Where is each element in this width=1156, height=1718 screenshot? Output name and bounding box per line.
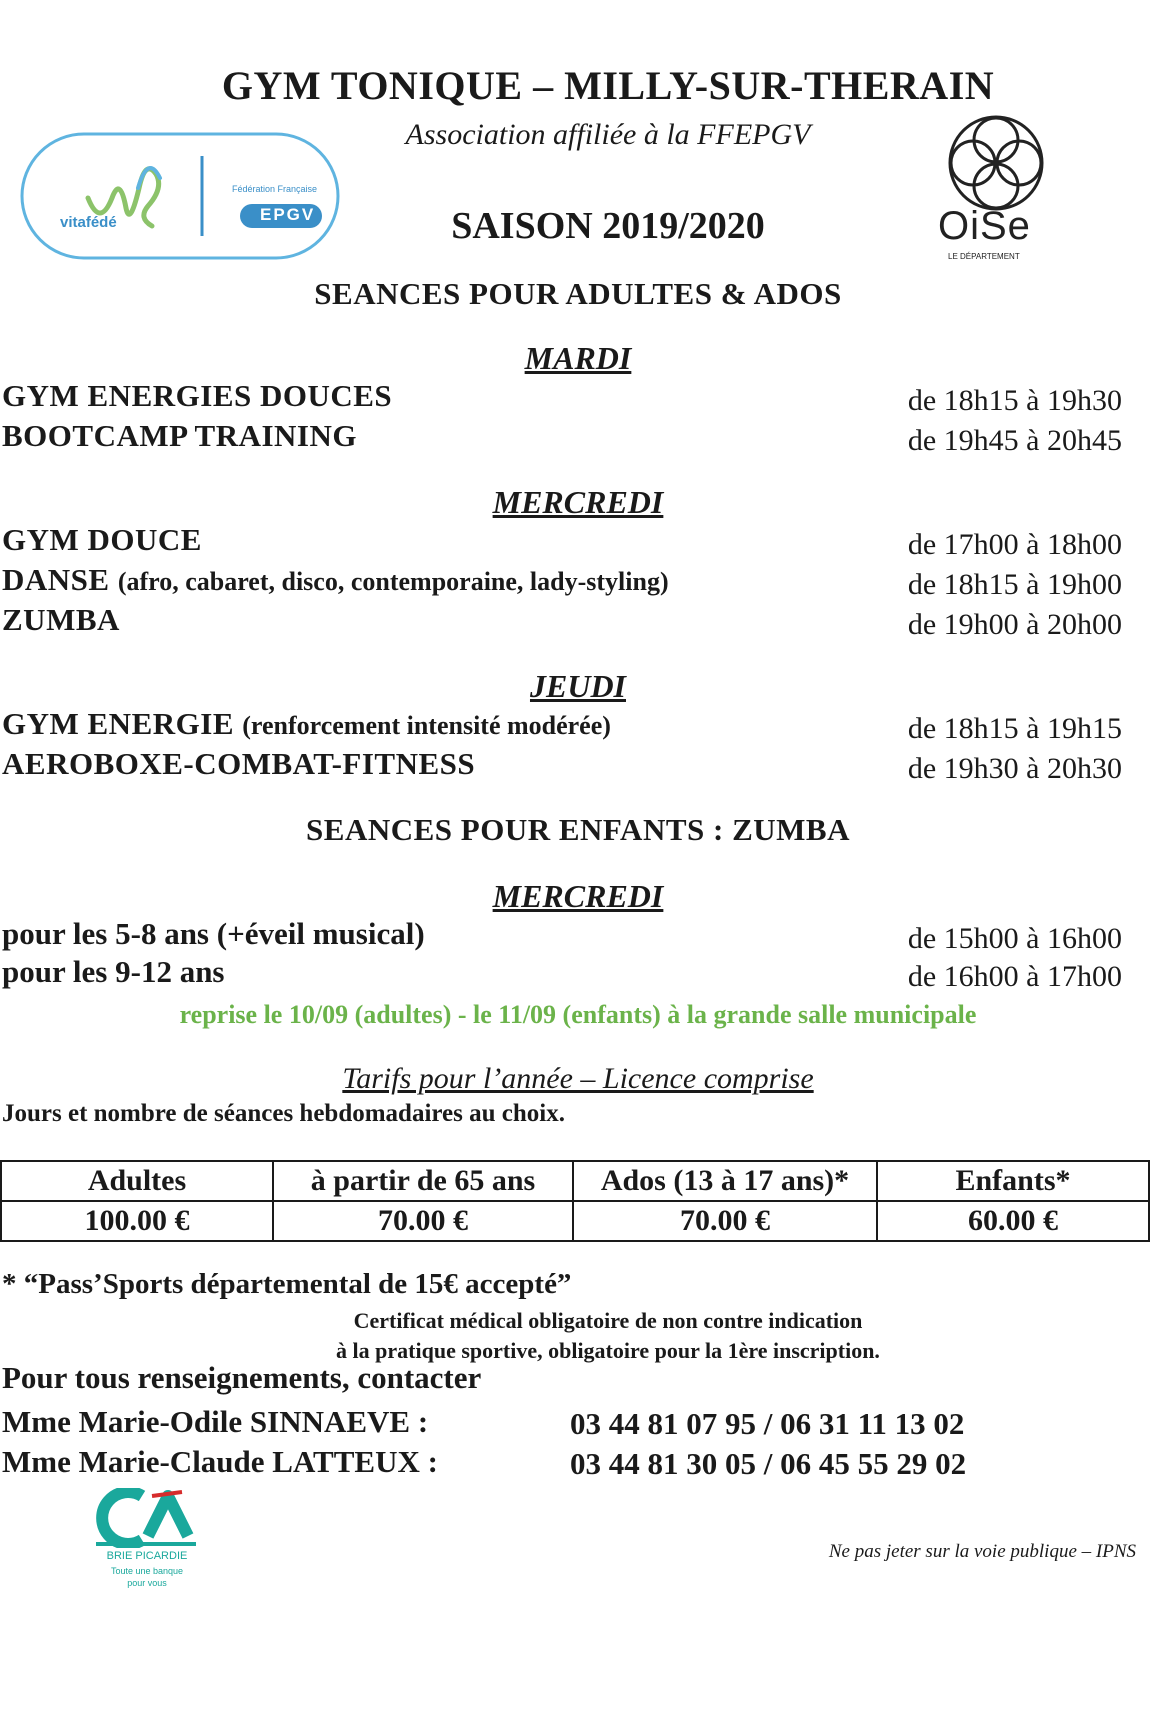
certificate-line-1: Certificat médical obligatoire de non contre indication: [353, 1308, 863, 1333]
session-detail: (renforcement intensité modérée): [242, 711, 611, 740]
ca-line-2: Toute une banque: [110, 1566, 184, 1576]
column-header: Ados (13 à 17 ans)*: [573, 1161, 877, 1201]
column-header: Adultes: [1, 1161, 273, 1201]
price-table: [0, 1160, 1150, 1242]
contact-name: Mme Marie-Odile SINNAEVE :: [2, 1404, 429, 1439]
oise-brand: OiSe: [938, 204, 1031, 248]
pass-sports-note: * “Pass’Sports départemental de 15€ accepté”: [2, 1268, 572, 1300]
column-header: Enfants*: [877, 1161, 1149, 1201]
session-name: pour les 5-8 ans (+éveil musical): [2, 916, 425, 951]
session-name: BOOTCAMP TRAINING: [2, 418, 357, 453]
contact-heading: Pour tous renseignements, contacter: [2, 1360, 482, 1395]
session-name: GYM ENERGIES DOUCES: [2, 378, 393, 413]
tarifs-heading: Tarifs pour l’année – Licence comprise: [342, 1062, 814, 1095]
session-name: GYM DOUCE: [2, 522, 202, 557]
day-mercredi-enfants: MERCREDI: [492, 878, 664, 914]
session-time: de 15h00 à 16h00: [907, 922, 1122, 955]
session-detail: (afro, cabaret, disco, contemporaine, lady-styling): [117, 567, 669, 596]
price-cell: 100.00 €: [1, 1201, 273, 1241]
day-mercredi: MERCREDI: [492, 484, 664, 520]
epgv-small: Fédération Française: [232, 184, 318, 194]
credit-agricole-icon: [92, 1488, 202, 1548]
resumption-note: reprise le 10/09 (adultes) - le 11/09 (enfants) à la grande salle municipale: [179, 1000, 977, 1029]
price-cell: 70.00 €: [273, 1201, 573, 1241]
session-time: de 18h15 à 19h15: [907, 712, 1122, 745]
session-name: pour les 9-12 ans: [2, 954, 225, 989]
ca-line-1: BRIE PICARDIE: [106, 1550, 188, 1562]
price-cell: 60.00 €: [877, 1201, 1149, 1241]
session-time: de 18h15 à 19h30: [907, 384, 1122, 417]
page-subtitle: Association affiliée à la FFEPGV: [405, 118, 811, 151]
oise-flower-icon: [936, 108, 1066, 218]
epgv-label: EPGV: [260, 205, 316, 224]
session-time: de 17h00 à 18h00: [907, 528, 1122, 561]
ipns-notice: Ne pas jeter sur la voie publique – IPNS: [828, 1541, 1136, 1562]
price-cell: 70.00 €: [573, 1201, 877, 1241]
session-time: de 19h45 à 20h45: [907, 424, 1122, 457]
contact-name: Mme Marie-Claude LATTEUX :: [2, 1444, 438, 1479]
oise-logo: [936, 108, 1066, 268]
session-name: [2, 706, 611, 742]
oise-small: LE DÉPARTEMENT: [948, 252, 1020, 261]
ca-line-3: pour vous: [127, 1578, 167, 1588]
season-label: SAISON 2019/2020: [451, 205, 765, 247]
table-header-row: [1, 1161, 1149, 1201]
adults-heading: SEANCES POUR ADULTES & ADOS: [314, 276, 842, 311]
day-jeudi: JEUDI: [529, 668, 626, 704]
session-time: de 19h30 à 20h30: [907, 752, 1122, 785]
tarifs-intro: Jours et nombre de séances hebdomadaires au choix.: [2, 1100, 565, 1127]
vitafede-logo: [20, 126, 340, 266]
session-title: GYM ENERGIE: [2, 706, 234, 741]
session-name: [2, 562, 669, 598]
session-name: ZUMBA: [2, 602, 120, 637]
session-time: de 16h00 à 17h00: [907, 960, 1122, 993]
column-header: à partir de 65 ans: [273, 1161, 573, 1201]
vitafede-logo-icon: [20, 126, 340, 266]
credit-agricole-logo: [92, 1488, 202, 1598]
contact-phone: 03 44 81 07 95 / 06 31 11 13 02: [570, 1406, 965, 1441]
contact-phone: 03 44 81 30 05 / 06 45 55 29 02: [570, 1446, 967, 1481]
day-mardi: MARDI: [524, 340, 632, 376]
session-time: de 19h00 à 20h00: [907, 608, 1122, 641]
table-row: [1, 1201, 1149, 1241]
page-title: GYM TONIQUE – MILLY-SUR-THERAIN: [221, 63, 995, 108]
vitafede-brand: vitafédé: [60, 214, 117, 231]
certificate-line-2: à la pratique sportive, obligatoire pour la 1ère inscription.: [336, 1338, 880, 1363]
session-time: de 18h15 à 19h00: [907, 568, 1122, 601]
children-heading: SEANCES POUR ENFANTS : ZUMBA: [306, 812, 850, 847]
session-name: AEROBOXE-COMBAT-FITNESS: [2, 746, 476, 781]
session-title: DANSE: [2, 562, 110, 597]
